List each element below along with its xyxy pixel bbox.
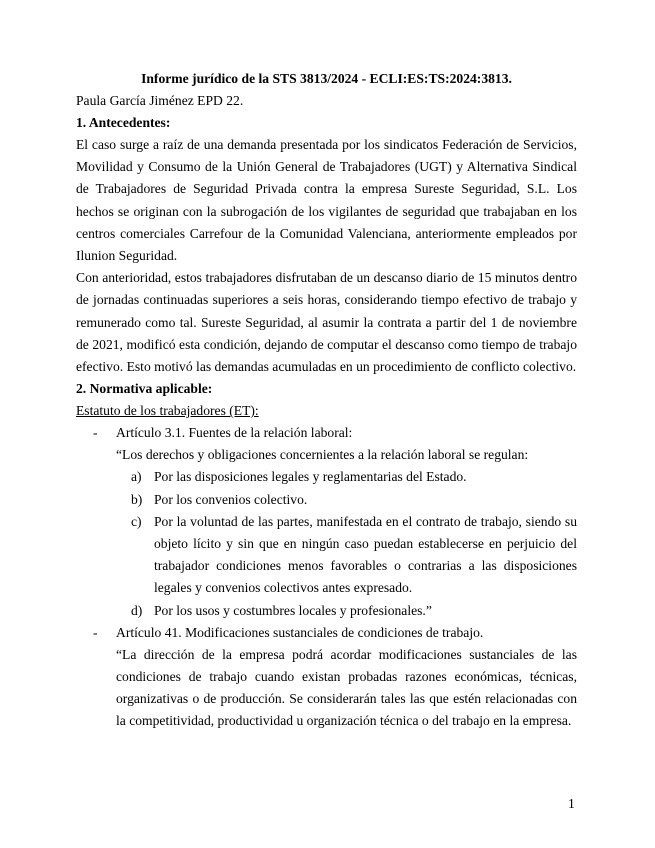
quote-block-article-3-1 bbox=[76, 444, 577, 466]
section-heading-antecedentes: 1. Antecedentes: bbox=[76, 115, 171, 130]
document-author: Paula García Jiménez EPD 22. bbox=[76, 93, 244, 108]
list-item-text: Por los convenios colectivo. bbox=[154, 491, 308, 507]
list-item-text: Por las disposiciones legales y reglamentarias del Estado. bbox=[154, 469, 467, 485]
alpha-list bbox=[76, 466, 577, 621]
list-item bbox=[131, 511, 577, 600]
list-item-article-41 bbox=[76, 622, 577, 644]
list-item-text: Por la voluntad de las partes, manifestada en el contrato de trabajo, siendo su objeto lícito y sin que en ningún caso puedan establecerse en perjuicio del trabajador condiciones menos favorables o contrarias a las disposiciones legales y convenios colectivos antes expresado. bbox=[154, 513, 577, 596]
paragraph-antecedentes-2: Con anterioridad, estos trabajadores disfrutaban de un descanso diario de 15 minutos dentro de jornadas continuadas superiores a seis horas, considerando tiempo efectivo de trabajo y remunerado como tal. Sureste Seguridad, al asumir la contrata a partir del 1 de noviembre de 2021, modificó esta condición, dejando de computar el descanso como tiempo de trabajo efectivo. Esto motivó las demandas acumuladas en un procedimiento de conflicto colectivo. bbox=[76, 270, 577, 375]
dash-marker: - bbox=[93, 425, 98, 441]
list-marker: c) bbox=[131, 513, 142, 529]
list-marker: d) bbox=[131, 602, 143, 618]
list-marker: b) bbox=[131, 491, 143, 507]
subheading-estatuto: Estatuto de los trabajadores (ET): bbox=[76, 403, 259, 419]
list-item bbox=[131, 489, 577, 511]
section-heading-normativa: 2. Normativa aplicable: bbox=[76, 381, 213, 397]
quote-block-article-41 bbox=[76, 644, 577, 733]
quote-text: “La dirección de la empresa podrá acordar modificaciones sustanciales de las condiciones de trabajo cuando existan probadas razones económicas, técnicas, organizativas o de producción. Se considerarán tales las que estén relacionadas con la competitividad, productividad u organización técnica o del trabajo en la empresa. bbox=[116, 646, 577, 729]
list-item-article-3-1 bbox=[76, 422, 577, 444]
paragraph-antecedentes-1: El caso surge a raíz de una demanda presentada por los sindicatos Federación de Servicios, Movilidad y Consumo de la Unión General de Trabajadores (UGT) y Alternativa Sindical de Trabajadores de Seguridad Privada contra la empresa Sureste Seguridad, S.L. Los hechos se originan con la subrogación de los vigilantes de seguridad que trabajaban en los centros comerciales Carrefour de la Comunidad Valenciana, anteriormente empleados por Ilunion Seguridad. bbox=[76, 137, 577, 264]
list-marker: a) bbox=[131, 469, 142, 485]
article-title: Artículo 3.1. Fuentes de la relación laboral: bbox=[116, 425, 353, 441]
list-item bbox=[131, 466, 577, 488]
list-item bbox=[131, 600, 577, 622]
document-title: Informe jurídico de la STS 3813/2024 - ECLI:ES:TS:2024:3813. bbox=[141, 71, 512, 86]
article-title: Artículo 41. Modificaciones sustanciales de condiciones de trabajo. bbox=[116, 624, 484, 640]
page-number: 1 bbox=[568, 796, 575, 811]
dash-marker: - bbox=[93, 624, 98, 640]
list-item-text: Por los usos y costumbres locales y profesionales.” bbox=[154, 602, 432, 618]
quote-intro: “Los derechos y obligaciones concernientes a la relación laboral se regulan: bbox=[116, 447, 529, 463]
document-page bbox=[76, 68, 577, 733]
